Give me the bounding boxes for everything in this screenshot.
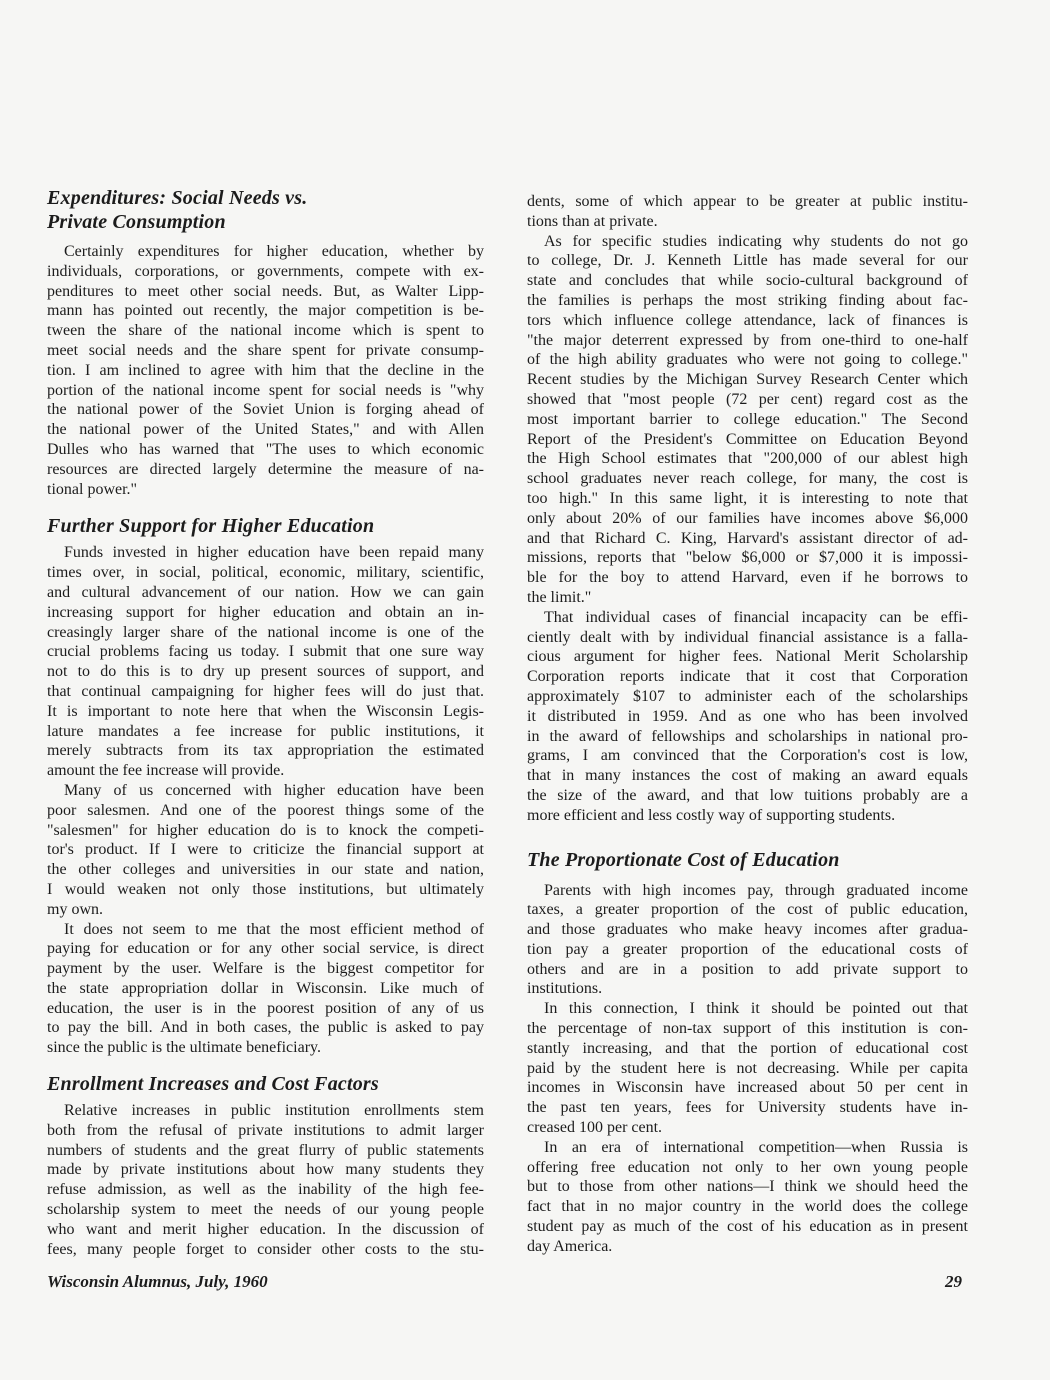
text-line: Dulles who has warned that "The uses to which economic (47, 440, 484, 458)
paragraph (47, 920, 484, 1059)
text-line: In an era of international competition—when Russia is (544, 1138, 968, 1156)
text-line: refuse admission, as well as the inability of the high fee- (47, 1181, 484, 1199)
text-line: the national power of the Soviet Union is forging ahead of (47, 401, 484, 419)
text-line: crucial problems facing us today. I submit that one sure way (47, 643, 484, 661)
text-line: since the public is the ultimate beneficiary. (47, 1039, 321, 1057)
text-line: Recent studies by the Michigan Survey Research Center which (527, 371, 968, 389)
text-line: resources are directed largely determine the measure of na- (47, 460, 484, 478)
paragraph (527, 999, 968, 1138)
text-line: my own. (47, 900, 103, 918)
text-line: tion. I am inclined to agree with him that the decline in the (47, 361, 484, 379)
text-line: portion of the national income spent for social needs is "why (47, 381, 484, 399)
section-heading (47, 186, 484, 242)
text-line: Report of the President's Committee on Education Beyond (527, 430, 968, 448)
left-column (47, 186, 484, 1259)
text-line: "the major deterrent expressed by from one-third to one-half (527, 331, 968, 349)
text-line: fees, many people forget to consider other costs to the stu- (47, 1240, 484, 1258)
text-line: That individual cases of financial incapacity can be effi- (544, 608, 968, 626)
section-heading: Further Support for Higher Education (47, 515, 375, 538)
paragraph-continuation (527, 192, 968, 232)
text-line: not to do this is to dry up present sources of support, and (47, 663, 484, 681)
text-line: It is important to note here that when the Wisconsin Legis- (47, 702, 484, 720)
text-line: too high." In this same light, it is interesting to note that (527, 489, 968, 507)
footer-publication: Wisconsin Alumnus, July, 1960 (47, 1272, 268, 1291)
text-line: in the award of fellowships and scholarships in national pro- (527, 727, 968, 745)
text-line: only about 20% of our families have incomes above $6,000 (527, 509, 968, 527)
text-line: the High School estimates that "200,000 of our ablest high (527, 450, 968, 468)
text-line: lature mandates a fee increase for public institutions, it (47, 722, 484, 740)
text-line: the state appropriation dollar in Wisconsin. Like much of (47, 979, 484, 997)
text-line: increasing support for higher education and obtain an in- (47, 603, 484, 621)
text-line: approximately $107 to administer each of the scholarships (527, 687, 968, 705)
text-line: offering free education not only to her own young people (527, 1158, 968, 1176)
text-line: tor's product. If I were to criticize the financial support at (47, 841, 484, 859)
paragraph (47, 1101, 484, 1259)
text-line: Many of us concerned with higher education have been (64, 781, 484, 799)
text-line: others and are in a position to add private support to (527, 960, 968, 978)
text-line: to pay the bill. And in both cases, the public is asked to pay (47, 1019, 484, 1037)
text-line: the percentage of non-tax support of this institution is con- (527, 1020, 968, 1038)
text-line: and those graduates who make heavy incomes after gradua- (527, 921, 968, 939)
page-number: 29 (945, 1272, 962, 1291)
text-line: but to those from other nations—I think we should heed the (527, 1178, 968, 1196)
text-line: missions, reports that "below $6,000 or $7,000 it is impossi- (527, 549, 968, 567)
text-line: paying for education or for any other social service, is direct (47, 940, 484, 958)
text-line: meet social needs and the share spent for private consump- (47, 341, 484, 359)
text-line: education, the user is in the poorest position of any of us (47, 999, 484, 1017)
text-line: Relative increases in public institution enrollments stem (64, 1102, 484, 1120)
text-line: that in many instances the cost of making an award equals (527, 767, 968, 785)
text-line: and that Richard C. King, Harvard's assistant director of ad- (527, 529, 968, 547)
text-line: "salesmen" for higher education do is to knock the competi- (47, 821, 484, 839)
paragraph (527, 881, 968, 1000)
section-heading: The Proportionate Cost of Education (527, 848, 840, 871)
text-line: tween the share of the national income which is spent to (47, 322, 484, 340)
text-line: showed that "most people (72 per cent) regard cost as the (527, 390, 968, 408)
text-line: scholarship system to meet the needs of our young people (47, 1201, 484, 1219)
text-line: day America. (527, 1237, 613, 1255)
text-line: incomes in Wisconsin have increased about 50 per cent in (527, 1079, 968, 1097)
heading-line: Private Consumption (47, 211, 226, 233)
text-line: the size of the award, and that low tuitions probably are a (527, 786, 968, 804)
text-line: more efficient and less costly way of supporting students. (527, 806, 896, 824)
section-heading: Enrollment Increases and Cost Factors (47, 1073, 379, 1096)
text-line: penditures to meet other social needs. But, as Walter Lipp- (47, 282, 484, 300)
text-line: to college, Dr. J. Kenneth Little has made several for our (527, 252, 968, 270)
text-line: Parents with high incomes pay, through graduated income (544, 881, 968, 899)
text-line: tional power." (47, 480, 138, 498)
text-line: I would weaken not only those institutions, but ultimately (47, 880, 484, 898)
paragraph (527, 1138, 968, 1257)
text-line: fact that in no major country in the world does the college (527, 1198, 968, 1216)
text-line: ciently dealt with by individual financial assistance is a falla- (527, 628, 968, 646)
text-line: and cultural advancement of our nation. How we can gain (47, 583, 484, 601)
text-line: state and concludes that while socio-cultural background of (527, 272, 968, 290)
text-line: taxes, a greater proportion of the cost of public education, (527, 901, 968, 919)
text-line: the national power of the United States," and with Allen (47, 421, 484, 439)
text-line: mann has pointed out recently, the major competition is be- (47, 302, 484, 320)
text-line: numbers of students and the great flurry of public statements (47, 1141, 484, 1159)
text-line: school graduates never reach college, for many, the cost is (527, 470, 968, 488)
text-line: institutions. (527, 980, 603, 998)
paragraph (47, 242, 484, 499)
text-line: the other colleges and universities in our state and nation, (47, 861, 484, 879)
text-line: Funds invested in higher education have been repaid many (64, 544, 484, 562)
text-line: student pay as much of the cost of his education as in present (527, 1218, 968, 1236)
text-line: payment by the user. Welfare is the biggest competitor for (47, 960, 484, 978)
text-line: the past ten years, fees for University students have in- (527, 1099, 968, 1117)
text-line: It does not seem to me that the most efficient method of (64, 920, 484, 938)
paragraph (527, 608, 968, 826)
text-line: the families is perhaps the most striking finding about fac- (527, 291, 968, 309)
text-line: In this connection, I think it should be pointed out that (544, 1000, 968, 1018)
text-line: both from the refusal of private institutions to admit larger (47, 1121, 484, 1139)
text-line: the limit." (527, 588, 592, 606)
text-line: of the high ability graduates who were not going to college." (527, 351, 968, 369)
text-line: who want and merit higher education. In the discussion of (47, 1220, 484, 1238)
text-line: it distributed in 1959. And as one who has been involved (527, 707, 968, 725)
right-column (527, 192, 968, 1257)
text-line: Corporation reports indicate that it cost that Corporation (527, 668, 968, 686)
text-line: most important barrier to college education." The Second (527, 410, 968, 428)
text-line: tion pay a greater proportion of the educational costs of (527, 940, 968, 958)
text-line: creased 100 per cent. (527, 1119, 663, 1137)
paragraph (47, 543, 484, 781)
text-line: paid by the student here is not decreasing. While per capita (527, 1059, 968, 1077)
text-line: creasingly larger share of the national income is one of the (47, 623, 484, 641)
text-line: dents, some of which appear to be greater at public institu- (527, 193, 968, 210)
paragraph (527, 232, 968, 608)
text-line: tors which influence college attendance, lack of finances is (527, 311, 968, 329)
text-line: merely subtracts from its tax appropriation the estimated (47, 742, 484, 760)
text-line: As for specific studies indicating why students do not go (544, 232, 968, 250)
text-line: Certainly expenditures for higher education, whether by (64, 243, 484, 260)
text-line: stantly increasing, and that the portion of educational cost (527, 1039, 968, 1057)
text-line: amount the fee increase will provide. (47, 762, 285, 780)
text-line: made by private institutions about how many students they (47, 1161, 484, 1179)
paragraph (47, 781, 484, 920)
text-line: ble for the boy to attend Harvard, even if he borrows to (527, 569, 968, 587)
text-line: grams, I am convinced that the Corporation's cost is low, (527, 747, 968, 765)
text-line: tions than at private. (527, 212, 658, 230)
text-line: times over, in social, political, economic, military, scientific, (47, 564, 484, 582)
heading-line: Expenditures: Social Needs vs. (47, 187, 308, 209)
text-line: that continual campaigning for higher fees will do just that. (47, 682, 484, 700)
text-line: poor salesmen. And one of the poorest things some of the (47, 801, 484, 819)
text-line: cious argument for higher fees. National Merit Scholarship (527, 648, 968, 666)
text-line: individuals, corporations, or governments, compete with ex- (47, 262, 484, 280)
